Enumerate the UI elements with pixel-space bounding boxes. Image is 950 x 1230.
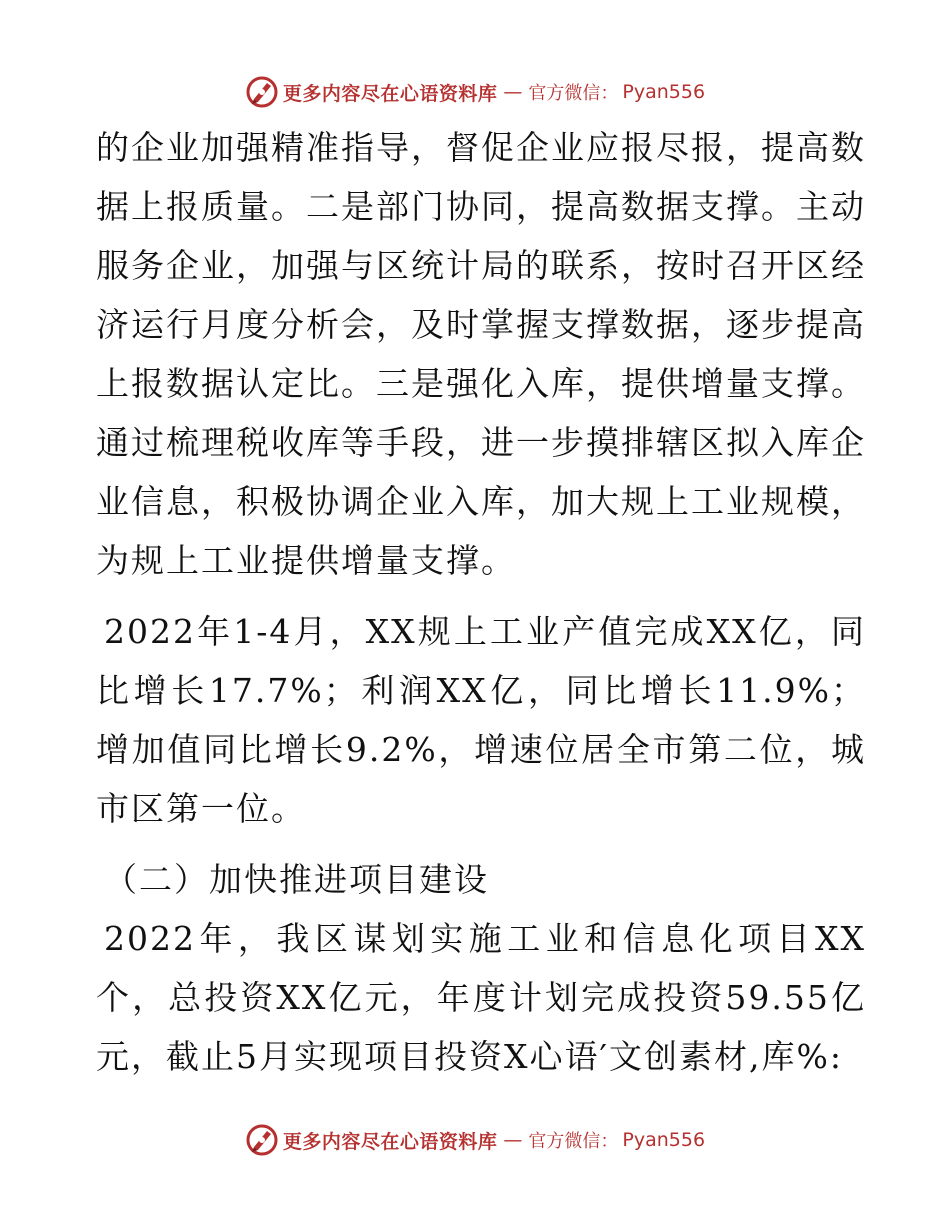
footer-watermark — [0, 1120, 950, 1160]
header-watermark — [0, 72, 950, 112]
watermark-official-label: 官方微信： — [528, 1131, 619, 1152]
brand-logo-icon — [245, 1123, 279, 1157]
watermark-dash: — — [503, 81, 523, 103]
watermark-wechat-id: Pyan556 — [622, 1129, 706, 1151]
watermark-brand-text: 更多内容尽在心语资料库 — [282, 82, 498, 105]
document-body — [96, 118, 866, 1086]
watermark-brand-text: 更多内容尽在心语资料库 — [282, 1130, 498, 1153]
section-heading: （二）加快推进项目建设 — [104, 860, 489, 899]
watermark-dash: — — [503, 1129, 523, 1151]
watermark-official-label: 官方微信： — [528, 83, 619, 104]
watermark-wechat-id: Pyan556 — [622, 81, 706, 103]
paragraph-industry-stats: 2022年1-4月，XX规上工业产值完成XX亿，同比增长17.7%；利润XX亿，同比增长11.9%；增加值同比增长9.2%，增速位居全市第二位，城市区第一位。 — [96, 612, 866, 828]
paragraph-projects: 2022年，我区谋划实施工业和信息化项目XX个，总投资XX亿元，年度计划完成投资59.55亿元，截止5月实现项目投资X心语′文创素材,库%: — [96, 919, 866, 1076]
paragraph-measures: 的企业加强精准指导，督促企业应报尽报，提高数据上报质量。二是部门协同，提高数据支撑。主动服务企业，加强与区统计局的联系，按时召开区经济运行月度分析会，及时掌握支撑数据，逐步提高上报数据认定比。三是强化入库，提供增量支撑。通过梳理税收库等手段，进一步摸排辖区拟入库企业信息，积极协调企业入库，加大规上工业规模，为规上工业提供增量支撑。 — [96, 128, 866, 580]
brand-logo-icon — [245, 75, 279, 109]
